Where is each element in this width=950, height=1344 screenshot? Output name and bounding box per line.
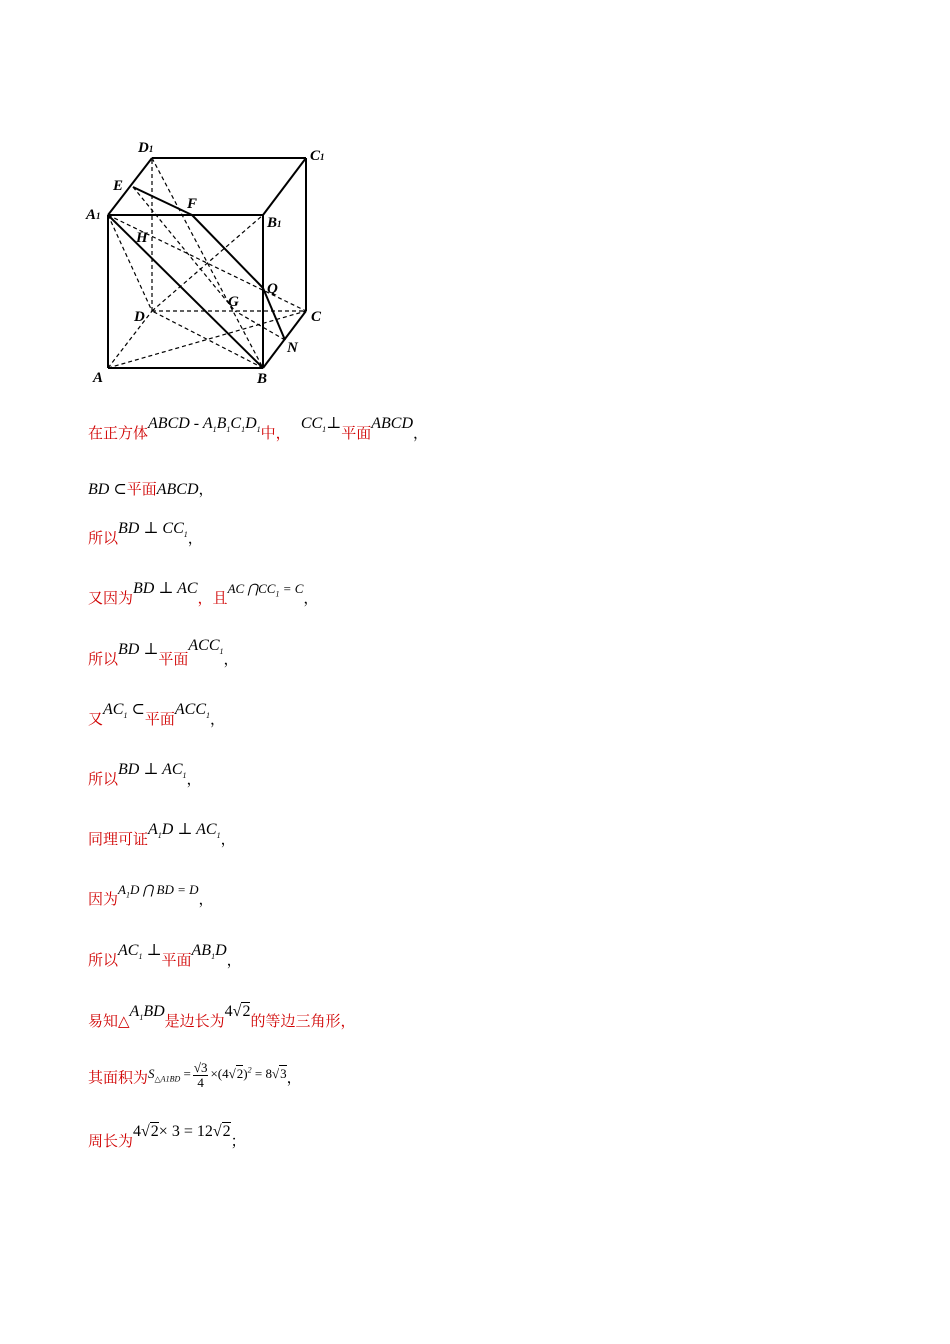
diag-D-B1	[152, 215, 263, 311]
text: 因为	[88, 890, 119, 908]
edge-A-D	[108, 311, 152, 368]
label-C1: C1	[310, 148, 325, 164]
segment-A1-B	[108, 215, 263, 368]
label-Q: Q	[267, 281, 278, 297]
punct: ，	[220, 832, 236, 848]
math: A1D ⋂ BD = D	[118, 882, 199, 900]
text: 易知△	[88, 1012, 130, 1030]
text: 中，	[260, 424, 291, 442]
proof-line-10	[88, 942, 242, 971]
proof-line-5	[88, 637, 239, 670]
math: $ACC_1$	[188, 637, 224, 657]
text: 的等边三角形，	[250, 1012, 356, 1030]
text: 平面	[161, 951, 192, 969]
proof-line-6	[88, 701, 226, 730]
punct: ，	[210, 712, 226, 728]
text: 平面	[144, 710, 175, 728]
label-G: G	[228, 294, 239, 310]
text: 所以	[88, 650, 119, 668]
punct: ；	[230, 1134, 246, 1150]
label-F: F	[187, 196, 198, 212]
text: 平面	[126, 480, 157, 498]
label-H: H	[136, 230, 148, 246]
label-E: E	[113, 178, 124, 194]
text: 所以	[88, 529, 119, 547]
math-area: S△A1BD = √3 4 ×(4√2)2 = 8√3	[148, 1060, 287, 1090]
math: BD ⊥	[118, 641, 159, 658]
punct: ，	[198, 482, 214, 498]
text: 平面	[158, 650, 189, 668]
text: 平面	[341, 424, 372, 442]
text: 所以	[88, 951, 119, 969]
proof-line-3	[88, 520, 203, 549]
math: $AC_1$ ⊥	[118, 942, 162, 962]
punct: ，	[198, 892, 214, 908]
math-plane: ABCD	[371, 415, 413, 432]
math: BD ⊥ AC	[133, 580, 198, 597]
text: 所以	[88, 770, 119, 788]
segment-E-G	[133, 187, 235, 311]
diag-B-D	[152, 311, 263, 368]
proof-line-1	[88, 415, 429, 444]
label-D1: D1	[138, 140, 154, 156]
punct: ，	[303, 591, 319, 607]
math: BD ⊥ $AC_1$	[118, 761, 187, 781]
text: 其面积为	[88, 1068, 149, 1087]
math: $ACC_1$	[174, 701, 211, 721]
punct: ，	[226, 953, 242, 969]
cube-diagram	[80, 130, 350, 390]
math: AC ⋂CC1 = C	[227, 581, 304, 599]
segment-E-F	[133, 187, 192, 215]
math: $AB_1D$	[191, 942, 227, 962]
math: $A_1BD$	[129, 1003, 165, 1023]
proof-line-13	[88, 1123, 246, 1151]
punct: ，	[187, 531, 203, 547]
label-B1: B1	[267, 215, 282, 231]
math: BD ⊥ $CC_1$	[118, 520, 188, 540]
math: 4√2	[224, 1003, 251, 1020]
label-D: D	[134, 309, 145, 325]
proof-line-8	[88, 821, 236, 850]
label-C: C	[311, 309, 322, 325]
label-N: N	[287, 340, 298, 356]
math: BD ⊂	[88, 481, 127, 498]
punct: ，	[186, 772, 202, 788]
text: 是边长为	[164, 1012, 225, 1030]
text: 同理可证	[88, 830, 149, 848]
proof-line-4	[88, 580, 319, 609]
segment-F-Q	[192, 215, 263, 288]
label-B: B	[257, 371, 268, 387]
math-cube: ABCD - $A_1B_1C_1D_1$	[148, 415, 261, 435]
punct: ，	[286, 1070, 302, 1087]
text: 又因为	[88, 589, 134, 607]
text: 又	[88, 710, 104, 728]
text: 在正方体	[88, 424, 149, 442]
proof-line-2	[88, 478, 214, 499]
label-A1: A1	[86, 207, 101, 223]
punct: ，	[223, 652, 239, 668]
proof-line-11	[88, 1003, 356, 1032]
math-perimeter: 4√2× 3 = 12√2	[133, 1123, 231, 1140]
math: ABCD	[156, 481, 199, 498]
math: $AC_1$ ⊂	[103, 701, 145, 721]
proof-line-12	[88, 1060, 302, 1094]
proof-line-7	[88, 761, 202, 790]
text: 周长为	[88, 1132, 134, 1150]
math: $A_1D$ ⊥ $AC_1$	[148, 821, 221, 841]
text: ，且	[197, 589, 228, 607]
math-cc1: $CC_1\perp$	[300, 415, 342, 435]
segment-N-G	[235, 311, 285, 340]
label-A: A	[93, 370, 104, 386]
proof-line-9	[88, 882, 214, 910]
punct: ，	[413, 426, 429, 442]
